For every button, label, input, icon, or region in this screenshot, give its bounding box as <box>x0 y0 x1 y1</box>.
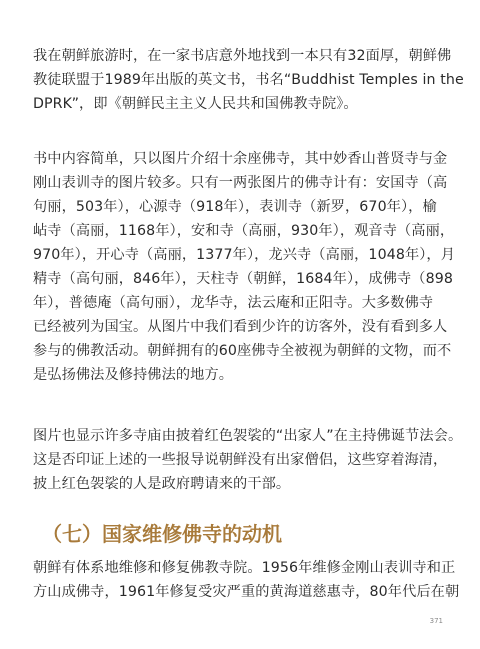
text-line: 图片也显示许多寺庙由披着红色袈裟的“出家人”在主持佛诞节法会。 <box>33 428 463 444</box>
text-line: 我在朝鲜旅游时，在一家书店意外地找到一本只有32面厚，朝鲜佛 <box>33 48 452 64</box>
section-heading: （七）国家维修佛寺的动机 <box>42 522 282 546</box>
text-line: 方山成佛寺，1961年修复受灾严重的黄海道慈惠寺，80年代后在朝 <box>33 584 460 600</box>
text-line: 教徒联盟于1989年出版的英文书，书名“Buddhist Temples in the <box>33 72 464 88</box>
text-line: 精寺（高句丽，846年），天柱寺（朝鲜，1684年），成佛寺（898 <box>33 271 453 287</box>
text-line: 岾寺（高丽，1168年），安和寺（高丽，930年），观音寺（高丽， <box>33 223 455 239</box>
text-line: 是弘扬佛法及修持佛法的地方。 <box>33 367 234 383</box>
text-line: 句丽，503年），心源寺（918年），表训寺（新罗，670年），榆 <box>33 199 437 215</box>
page-number: 371 <box>429 617 443 625</box>
text-line: 年），普德庵（高句丽），龙华寺，法云庵和正阳寺。大多数佛寺 <box>33 295 434 311</box>
text-line: 书中内容简单，只以图片介绍十余座佛寺，其中妙香山普贤寺与金 <box>33 151 448 167</box>
text-line: 已经被列为国宝。从图片中我们看到少许的访客外，没有看到多人 <box>33 319 448 335</box>
text-line: 朝鲜有体系地维修和修复佛教寺院。1956年维修金刚山表训寺和正 <box>33 560 456 576</box>
paragraph-1 <box>33 44 464 116</box>
paragraph-3 <box>33 424 463 496</box>
text-line: 参与的佛教活动。朝鲜拥有的60座佛寺全被视为朝鲜的文物，而不 <box>33 343 452 359</box>
text-line: 970年），开心寺（高丽，1377年），龙兴寺（高丽，1048年），月 <box>33 247 455 263</box>
text-line: DPRK”，即《朝鲜民主主义人民共和国佛教寺院》。 <box>33 96 358 112</box>
paragraph-4 <box>33 556 460 604</box>
paragraph-2 <box>33 147 455 387</box>
text-line: 披上红色袈裟的人是政府聘请来的干部。 <box>33 476 291 492</box>
text-line: 这是否印证上述的一些报导说朝鲜没有出家僧侣，这些穿着海清， <box>33 452 448 468</box>
text-line: 刚山表训寺的图片较多。只有一两张图片的佛寺计有：安国寺（高 <box>33 175 448 191</box>
